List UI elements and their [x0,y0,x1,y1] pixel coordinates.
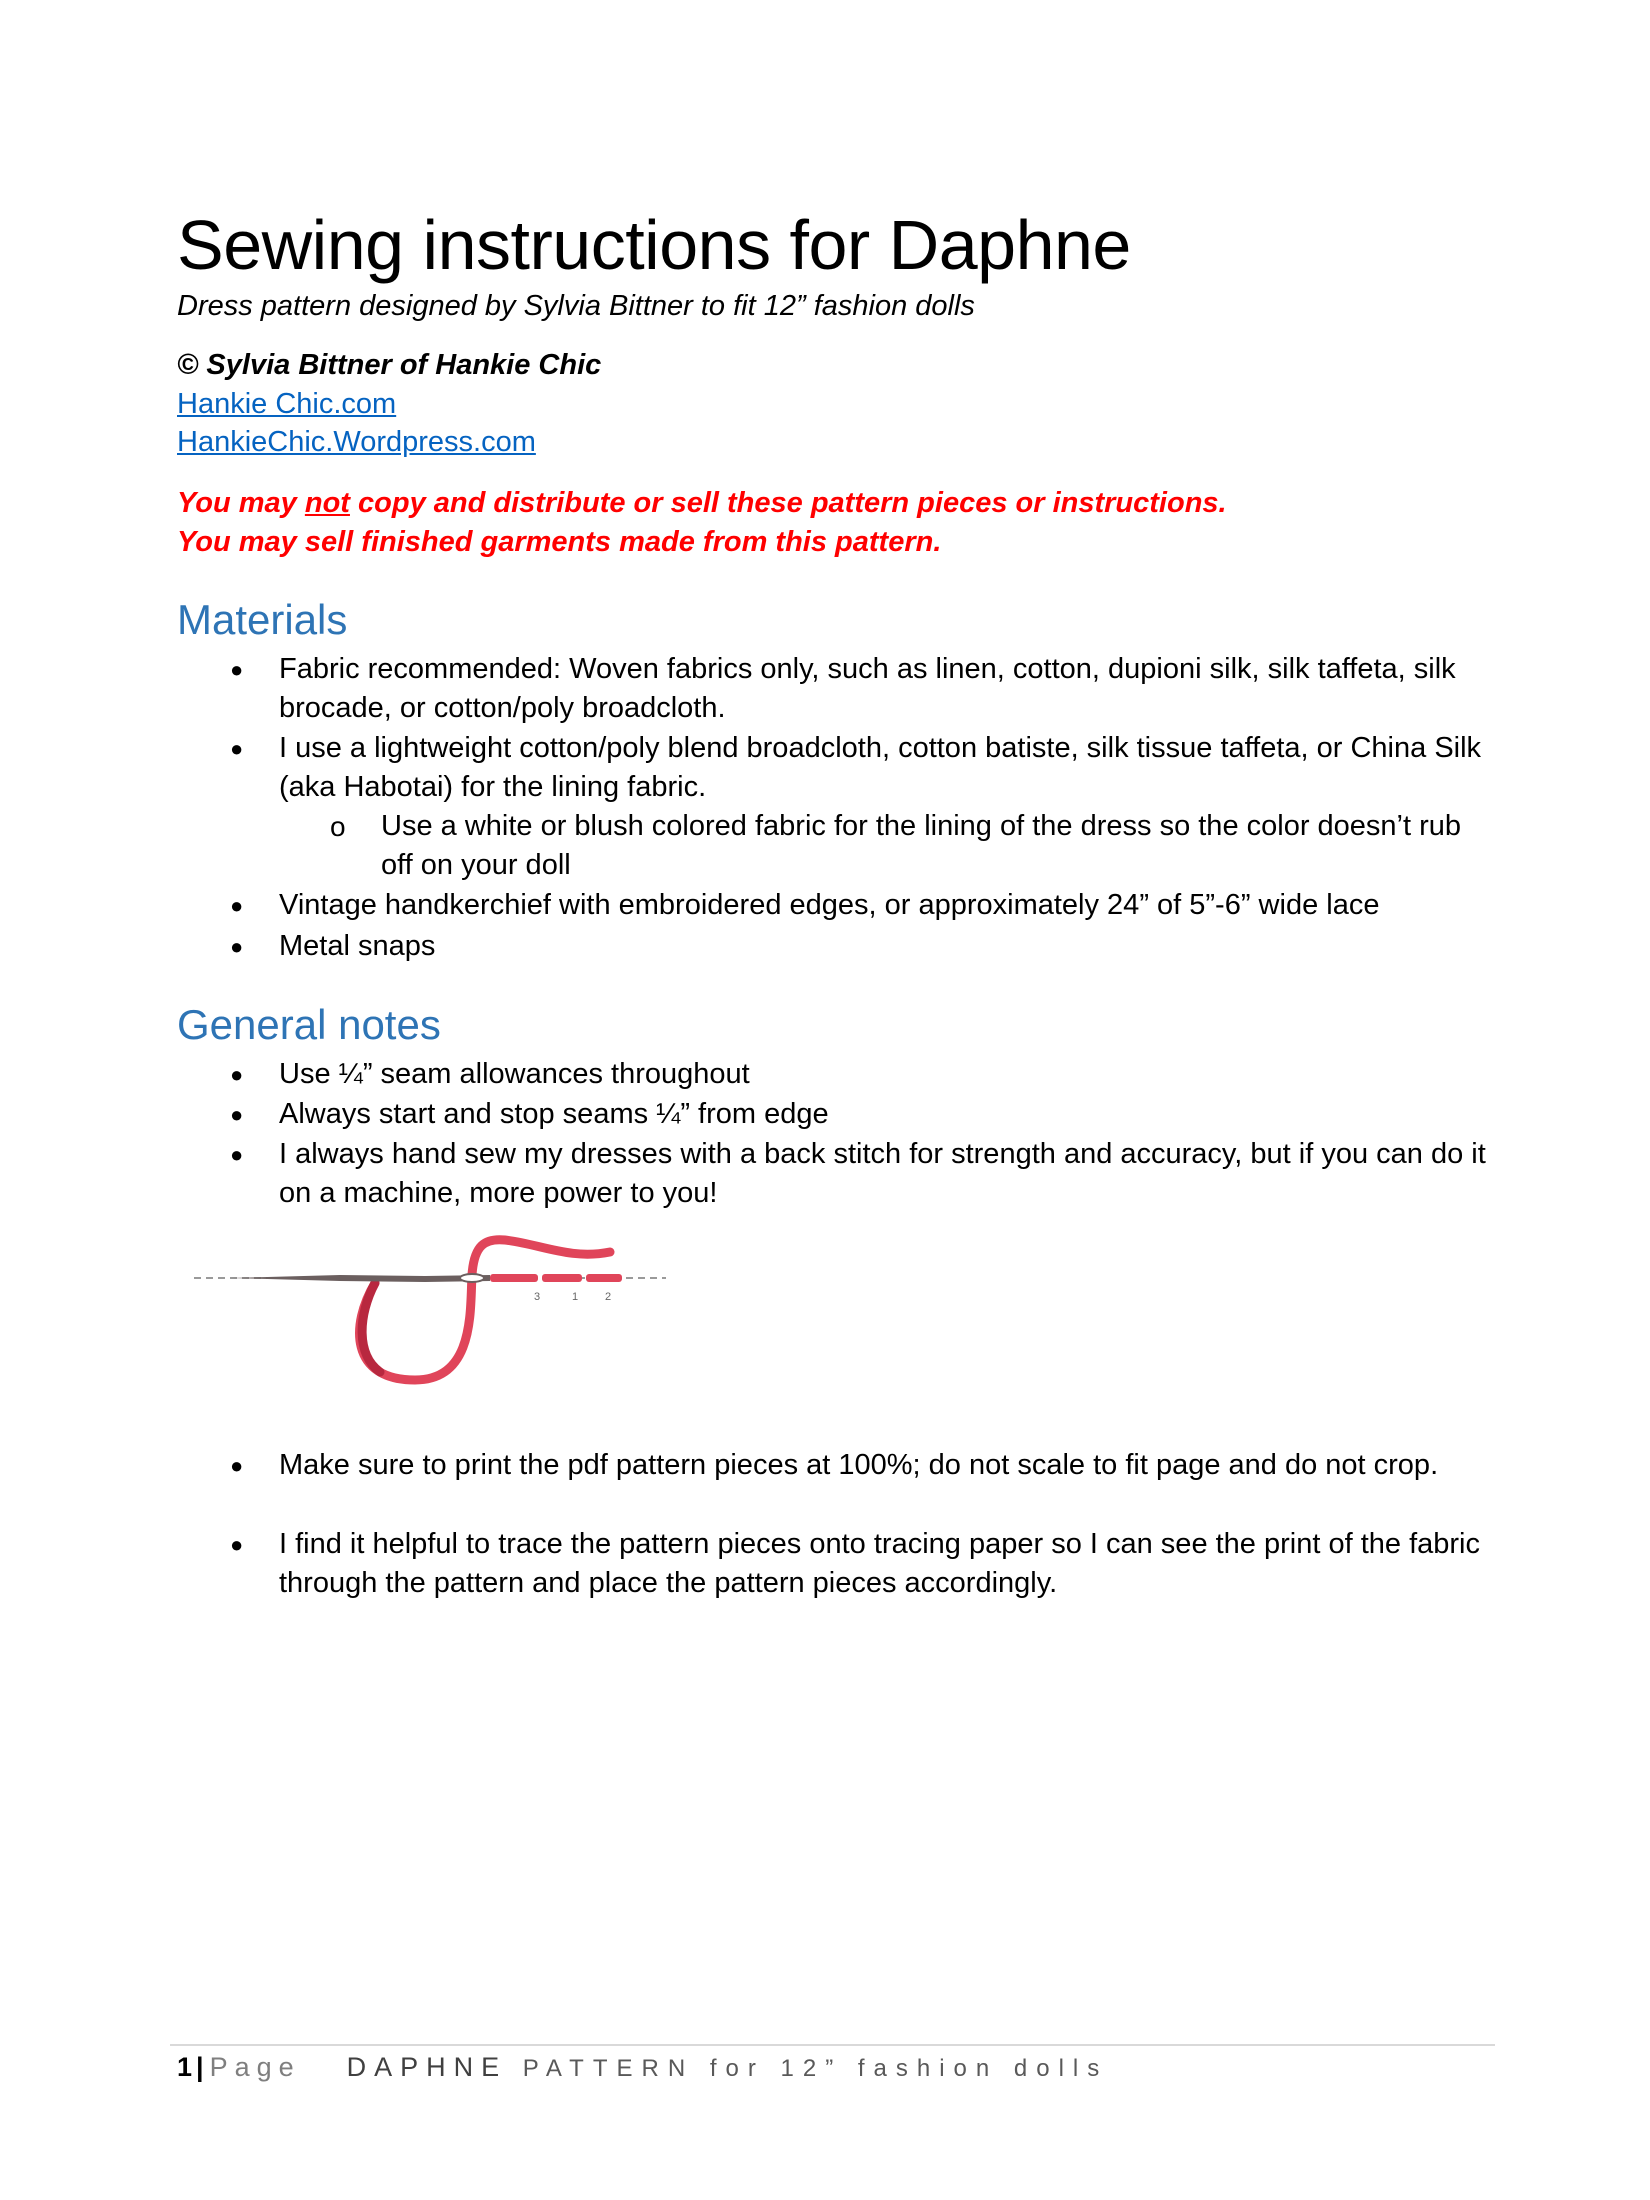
bullet-icon: ● [230,1142,244,1167]
warning-line-2: You may sell finished garments made from this pattern. [177,526,942,558]
list-item-text: I always hand sew my dresses with a back stitch for strength and accuracy, but if you can do it on a machine, more power to you! [279,1138,1486,1209]
list-item-text: I use a lightweight cotton/poly blend broadcloth, cotton batiste, silk tissue taffeta, or China Silk (aka Habotai) for the lining fabric. [279,732,1482,803]
link-hankie-chic[interactable]: Hankie Chic.com [177,388,397,420]
sub-list-item [330,807,1491,885]
page-number: 1 [177,2052,193,2082]
footer-separator: | [196,2052,204,2082]
warning-text-post: copy and distribute or sell these pattern pieces or instructions. [349,487,1227,519]
stitch-label-1: 1 [572,1291,579,1303]
page-footer [177,2049,1108,2087]
warning-text-pre: You may [177,487,305,519]
stitch-label-2: 2 [605,1291,612,1303]
bullet-icon: ● [230,657,244,682]
list-item-text: Vintage handkerchief with embroidered edges, or approximately 24” of 5”-6” wide lace [279,889,1380,921]
sub-list-item-text: Use a white or blush colored fabric for the lining of the dress so the color doesn’t rub off on your doll [381,810,1462,881]
document-subtitle: Dress pattern designed by Sylvia Bittner to fit 12” fashion dolls [177,290,975,322]
list-item [230,1095,1494,1134]
materials-heading: Materials [177,596,348,643]
list-item [230,927,1494,966]
document-title: Sewing instructions for Daphne [177,206,1131,284]
bullet-icon: ● [230,1453,244,1478]
footer-page-word: Page [209,2052,301,2082]
list-item-text: I find it helpful to trace the pattern pieces onto tracing paper so I can see the print of the fabric through the pattern and place the pattern pieces accordingly. [279,1528,1480,1599]
list-item-text: Use ¼” seam allowances throughout [279,1058,750,1090]
list-item [230,1055,1494,1094]
bullet-icon: ● [230,893,244,918]
list-item-text: Metal snaps [279,930,436,962]
circle-bullet-icon: o [330,811,346,842]
list-item [230,886,1494,925]
copyright-line: © Sylvia Bittner of Hankie Chic [177,349,602,381]
footer-doc-rest: PATTERN for 12” fashion dolls [522,2055,1109,2082]
bullet-icon: ● [230,1102,244,1127]
list-item [230,729,1494,807]
list-item-text: Make sure to print the pdf pattern pieces at 100%; do not scale to fit page and do not crop. [279,1449,1439,1481]
list-item-text: Fabric recommended: Woven fabrics only, such as linen, cotton, dupioni silk, silk taffeta, silk brocade, or cotton/poly broadcloth. [279,653,1456,724]
stitch-label-3: 3 [534,1291,541,1303]
footer-doc-name: DAPHNE [346,2052,508,2082]
back-stitch-needle-illustration-icon [190,1230,670,1400]
list-item [230,1446,1494,1485]
warning-line-1 [177,484,1227,522]
bullet-icon: ● [230,1062,244,1087]
general-notes-heading: General notes [177,1001,441,1048]
footer-divider [170,2044,1495,2046]
warning-emphasis: not [304,487,350,519]
bullet-icon: ● [230,934,244,959]
list-item [230,650,1494,728]
bullet-icon: ● [230,1532,244,1557]
bullet-icon: ● [230,736,244,761]
list-item-text: Always start and stop seams ¼” from edge [279,1098,829,1130]
list-item [230,1525,1494,1603]
list-item [230,1135,1494,1213]
link-wordpress[interactable]: HankieChic.Wordpress.com [177,426,536,458]
